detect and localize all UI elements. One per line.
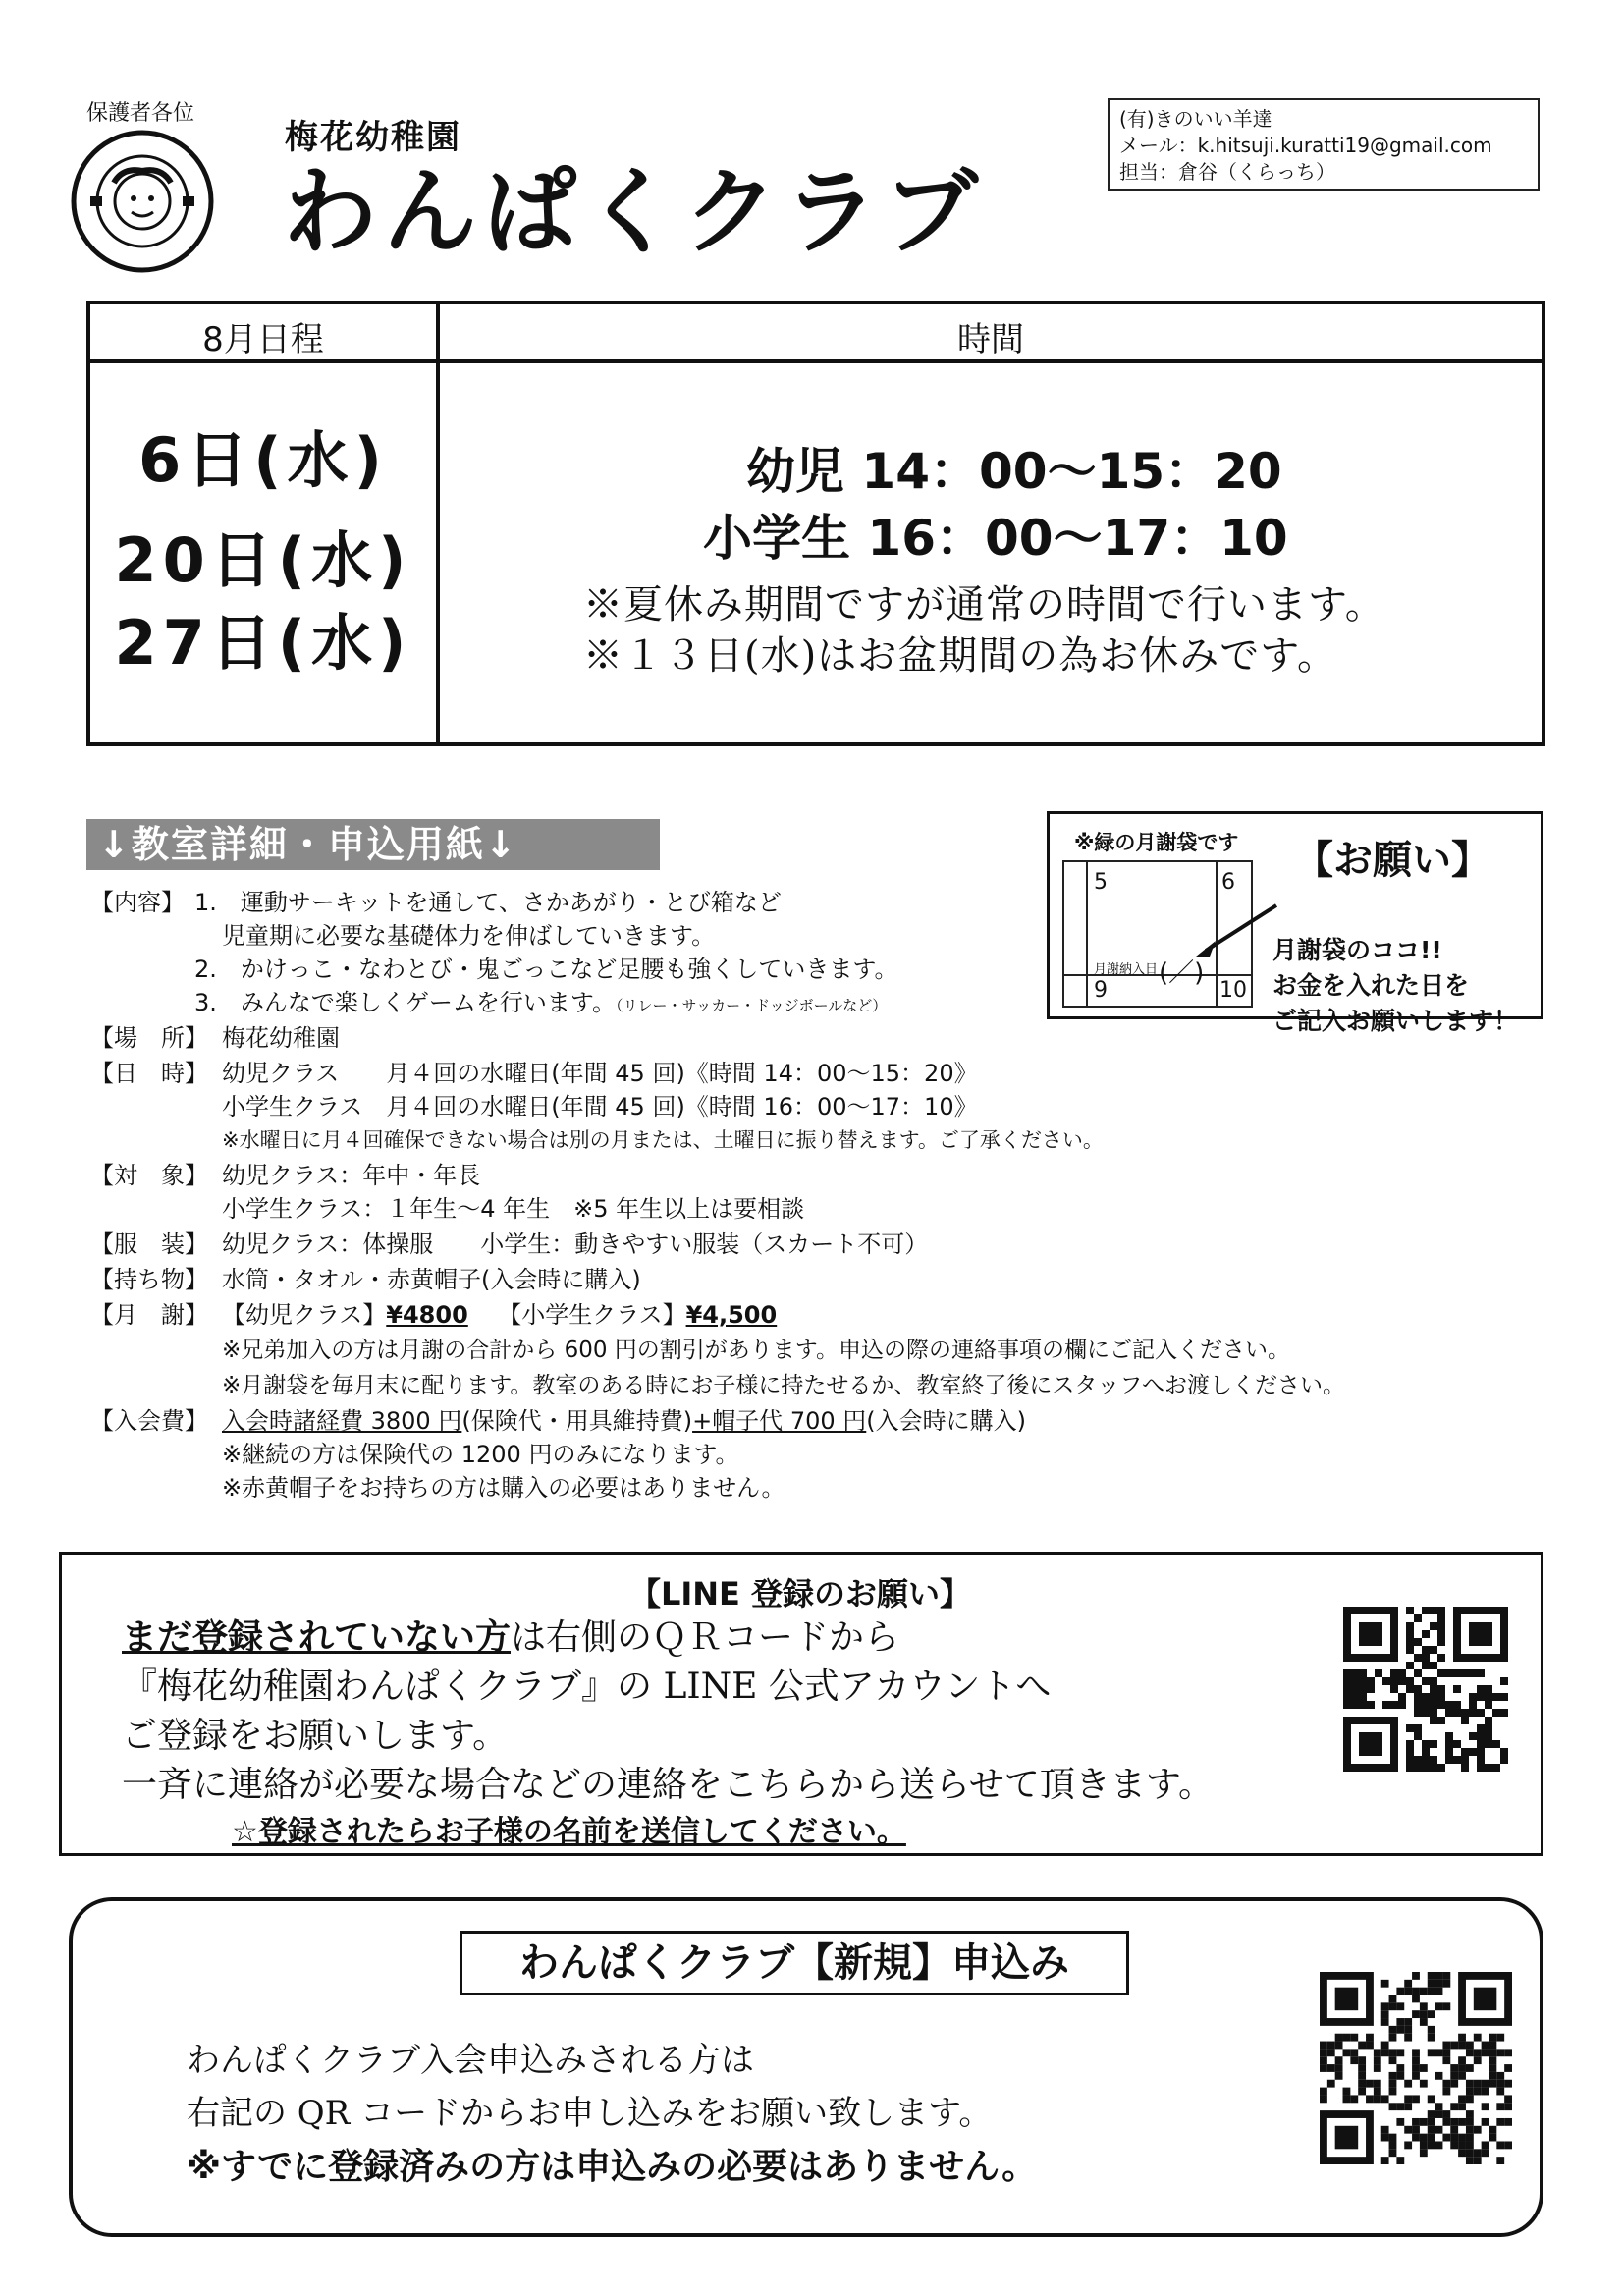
- schedule-date: 27日(水): [114, 607, 412, 679]
- fee-label: 【小学生クラス】: [498, 1301, 686, 1329]
- contact-mail: メール：k.hitsuji.kuratti19@gmail.com: [1119, 134, 1492, 157]
- envelope-number: 9: [1094, 978, 1108, 1003]
- detail-text: 小学生クラス：１年生～4 年生 ※5 年生以上は要相談: [222, 1195, 805, 1223]
- detail-text: 3. みんなで楽しくゲームを行います。: [194, 989, 616, 1016]
- detail-text: 幼児クラス：体操服 小学生：動きやすい服装（スカート不可）: [222, 1230, 929, 1258]
- line-text: ご登録をお願いします。: [122, 1716, 509, 1756]
- line-send-name-note: ☆登録されたらお子様の名前を送信してください。: [232, 1815, 906, 1849]
- hat-fee-note: (入会時に購入): [866, 1407, 1026, 1435]
- detail-text: [194, 988, 887, 1020]
- club-title: わんぱくクラブ: [283, 157, 984, 267]
- application-qr-code[interactable]: [1320, 1972, 1512, 2164]
- time-elementary: 小学生 16：00～17：10: [703, 510, 1288, 567]
- detail-text: 児童期に必要な基礎体力を伸ばしていきます。: [222, 922, 716, 950]
- details-banner: ↓教室詳細・申込用紙↓: [86, 819, 660, 870]
- arrow-icon: [1192, 902, 1280, 960]
- line-title: 【LINE 登録のお願い】: [628, 1575, 972, 1613]
- detail-text: 水筒・タオル・赤黄帽子(入会時に購入): [222, 1266, 641, 1293]
- line-text: 一斉に連絡が必要な場合などの連絡をこちらから送らせて頂きます。: [122, 1765, 1215, 1805]
- detail-text: 1. 運動サーキットを通して、さかあがり・とび箱など: [194, 889, 782, 916]
- detail-text: 梅花幼稚園: [222, 1024, 340, 1052]
- line-text: 『梅花幼稚園わんぱくクラブ』の LINE 公式アカウントへ: [122, 1667, 1052, 1707]
- contact-box: [1108, 98, 1540, 191]
- envelope-number: 5: [1094, 870, 1108, 895]
- fee-value: ¥4,500: [685, 1301, 778, 1329]
- envelope-number: 10: [1219, 978, 1247, 1003]
- hat-fee: +帽子代 700 円: [692, 1407, 867, 1435]
- line-qr-code[interactable]: [1343, 1607, 1508, 1772]
- envelope-date-slot: (／): [1159, 958, 1205, 988]
- envelope-number: 6: [1221, 870, 1235, 895]
- request-text: [1272, 933, 1518, 1039]
- application-title: わんぱくクラブ【新規】申込み: [460, 1931, 1129, 1995]
- schedule-header-time: 時間: [957, 320, 1024, 359]
- request-line: お金を入れた日を: [1272, 971, 1470, 1000]
- detail-note: ※兄弟加入の方は月謝の合計から 600 円の割引があります。申込の際の連絡事項の欄にご記入ください。: [222, 1338, 1290, 1363]
- schedule-header-date: 8月日程: [202, 320, 324, 359]
- detail-text: 幼児クラス：年中・年長: [222, 1162, 481, 1189]
- fee-label: 【幼児クラス】: [222, 1301, 387, 1329]
- schedule-note: ※１３日(水)はお盆期間の為お休みです。: [583, 633, 1338, 679]
- detail-text: 2. かけっこ・なわとび・鬼ごっこなど足腰も強くしていきます。: [194, 956, 898, 983]
- contact-person: 担当：倉谷（くらっち）: [1119, 160, 1335, 184]
- detail-label: 【月 謝】: [90, 1301, 208, 1329]
- detail-note: ※月謝袋を毎月末に配ります。教室のある時にお子様に持たせるか、教室終了後にスタッフへお渡しください。: [222, 1373, 1345, 1398]
- detail-label: 【内容】: [90, 889, 185, 916]
- detail-label: 【場 所】: [90, 1024, 208, 1052]
- detail-note: ※継続の方は保険代の 1200 円のみになります。: [222, 1441, 739, 1468]
- detail-text: 小学生クラス 月４回の水曜日(年間 45 回)《時間 16：00～17：10》: [222, 1093, 978, 1121]
- detail-note: ※水曜日に月４回確保できない場合は別の月または、土曜日に振り替えます。ご了承ください。: [222, 1128, 1104, 1152]
- detail-label: 【日 時】: [90, 1060, 208, 1087]
- detail-small: （リレー・サッカー・ドッジボールなど）: [615, 997, 888, 1014]
- request-line: ご記入お願いします！: [1272, 1007, 1519, 1035]
- join-fee: 入会時諸経費 3800 円: [222, 1407, 462, 1435]
- join-fee-note: (保険代・用具維持費): [461, 1407, 693, 1435]
- line-text: は右側のＱＲコードから: [511, 1617, 900, 1658]
- request-title: 【お願い】: [1294, 838, 1490, 883]
- sheep-logo: [69, 128, 216, 275]
- detail-label: 【入会費】: [90, 1407, 208, 1435]
- addressee-label: 保護者各位: [86, 101, 195, 126]
- line-text: [122, 1617, 900, 1658]
- contact-company: (有)きのいい羊達: [1119, 107, 1272, 131]
- join-fee-line: [222, 1406, 1026, 1436]
- kindergarten-name: 梅花幼稚園: [285, 118, 461, 157]
- application-text: わんぱくクラブ入会申込みされる方は: [187, 2041, 754, 2080]
- line-emphasis: まだ登録されていない方: [122, 1617, 512, 1658]
- detail-label: 【服 装】: [90, 1230, 208, 1258]
- table-divider: [436, 301, 440, 746]
- detail-label: 【対 象】: [90, 1162, 208, 1189]
- detail-note: ※赤黄帽子をお持ちの方は購入の必要はありません。: [222, 1474, 785, 1502]
- schedule-note: ※夏休み期間ですが通常の時間で行います。: [583, 582, 1385, 628]
- fee-value: ¥4800: [386, 1301, 468, 1329]
- schedule-date: 6日(水): [138, 424, 388, 496]
- time-kids: 幼児 14：00～15：20: [746, 443, 1282, 500]
- schedule-date: 20日(水): [114, 524, 412, 596]
- application-note: ※すでに登録済みの方は申込みの必要はありません。: [187, 2147, 1038, 2187]
- application-text: 右記の QR コードからお申し込みをお願い致します。: [187, 2094, 993, 2133]
- detail-text: 幼児クラス 月４回の水曜日(年間 45 回)《時間 14：00～15：20》: [222, 1060, 978, 1087]
- fee-line: [222, 1300, 777, 1330]
- request-green-label: ※緑の月謝袋です: [1074, 831, 1239, 854]
- request-line: 月謝袋のココ!!: [1272, 936, 1442, 964]
- detail-label: 【持ち物】: [90, 1266, 208, 1293]
- envelope-date-label: 月謝納入日: [1094, 962, 1159, 977]
